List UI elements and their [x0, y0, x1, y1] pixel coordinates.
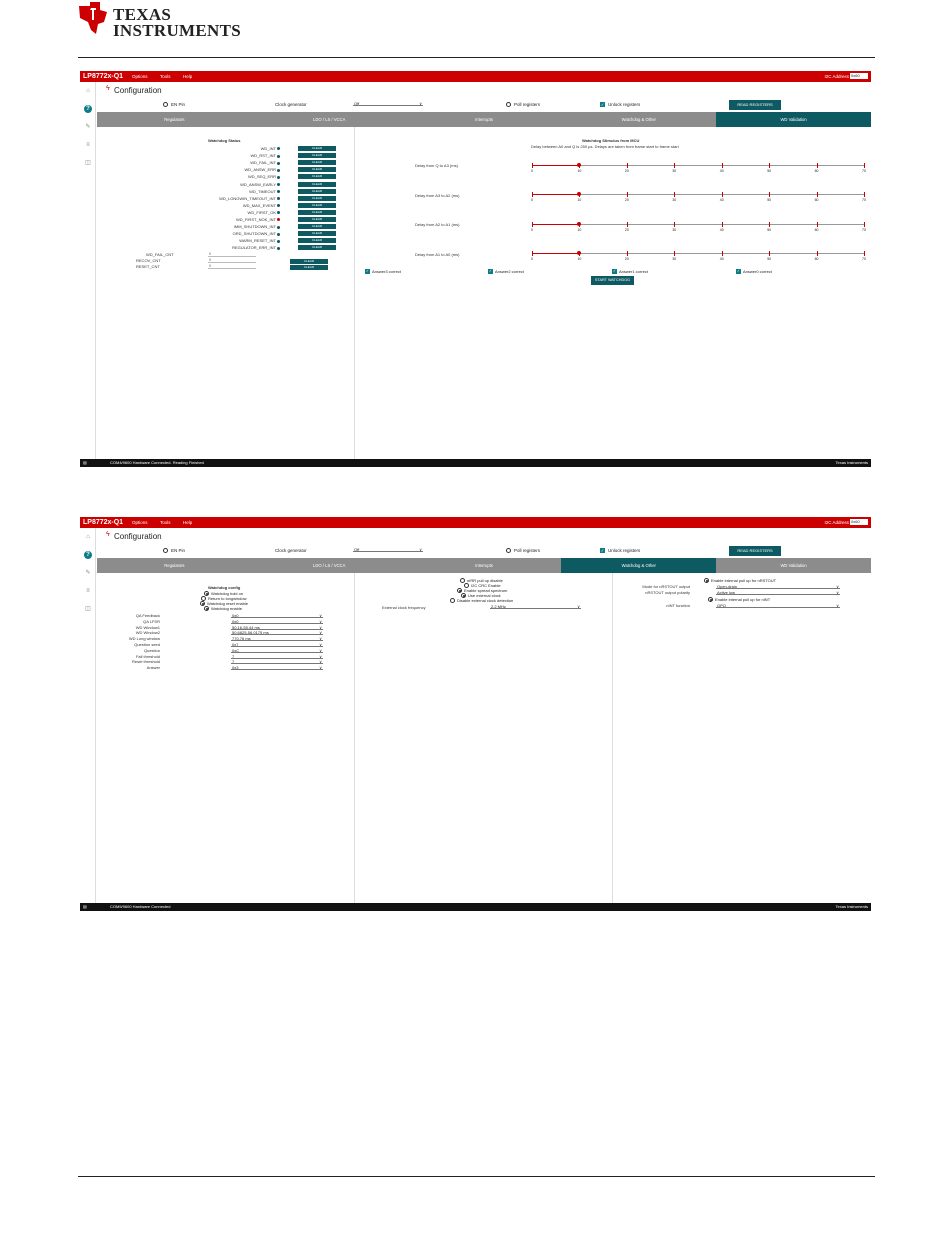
slider-track — [532, 165, 864, 166]
counter-label: WD_FAIL_CNT — [146, 252, 174, 257]
delay-slider[interactable] — [532, 163, 864, 175]
slider-track — [532, 253, 864, 254]
nrstout-polarity-label: nRSTOUT output polarity — [645, 590, 690, 595]
help-icon[interactable]: ? — [84, 551, 92, 559]
option-label: I2C CRC Enable — [471, 583, 501, 588]
menu-help[interactable]: Help — [183, 74, 193, 79]
wd-field-select[interactable]: 770.76 ms ∨ — [231, 636, 323, 641]
counter-value[interactable]: 0 — [208, 252, 256, 257]
slider-tick-label: 60 — [814, 227, 819, 232]
slider-knob[interactable] — [577, 251, 581, 255]
slider-tick-label: 30 — [672, 198, 677, 202]
poll-registers-radio[interactable] — [506, 548, 511, 553]
wd-flag-label — [180, 196, 280, 201]
slider-tick — [532, 163, 533, 168]
wd-field-label: Question — [143, 647, 160, 653]
clear-button[interactable]: CLEAR — [290, 265, 328, 270]
wd-flag-name: WD_FIRST_NOK_INT — [235, 217, 276, 222]
home-icon[interactable]: ⌂ — [86, 534, 90, 540]
option-radio[interactable] — [460, 578, 465, 583]
wd-flag-label — [180, 153, 280, 158]
slider-tick-label: 20 — [624, 198, 629, 202]
nint-pullup-label: Enable internal pull up for nINT — [715, 597, 771, 602]
status-led-icon — [277, 226, 280, 229]
wd-flag-label — [180, 203, 280, 208]
wd-status-title: Watchdog Status — [208, 138, 241, 143]
wd-field-select[interactable]: 0x3 ∨ — [231, 665, 323, 670]
wd-field-select[interactable]: 0x0 ∨ — [231, 619, 323, 624]
slider-tick — [674, 222, 675, 227]
slider-tick-label: 0 — [531, 227, 533, 232]
option-label: Return to longwindow — [208, 596, 247, 601]
option-label: Enable spread spectrum — [464, 588, 508, 593]
option-label: nIRR pull up disable — [467, 578, 503, 583]
slider-track — [532, 224, 864, 225]
screenshot-watchdog-other — [80, 517, 871, 911]
wd-flag-label — [180, 167, 280, 172]
checkbox-checked-icon[interactable]: ✓ — [489, 269, 492, 273]
clear-button[interactable]: CLEAR — [298, 167, 336, 172]
status-led-icon — [277, 162, 280, 165]
wd-field-select[interactable]: 50.16-55.44 ms ∨ — [231, 625, 323, 630]
unlock-registers-label: Unlock registers — [608, 102, 641, 107]
slider-tick — [627, 192, 628, 197]
slider-knob[interactable] — [577, 163, 581, 167]
slider-tick — [817, 163, 818, 168]
slider-tick — [674, 163, 675, 168]
slider-tick — [817, 222, 818, 227]
counter-label: RESET_CNT — [136, 264, 160, 269]
company-line2: INSTRUMENTS — [113, 21, 241, 40]
wd-flag-name: WD_SEQ_ERR — [247, 174, 276, 180]
wd-flag-label — [180, 182, 280, 187]
status-text: COM5/9600 Hardware Connected — [110, 904, 171, 909]
slider-tick — [864, 163, 865, 168]
delay-slider[interactable] — [532, 192, 864, 204]
clock-generator-select[interactable]: Off ∨ — [353, 101, 423, 106]
status-led-icon — [277, 247, 280, 250]
delay-label: Delay from A3 to A2 (ms) — [415, 192, 460, 198]
slider-tick-label: 30 — [672, 168, 677, 173]
tab-interrupts[interactable]: Interrupts — [407, 558, 562, 573]
i2c-address-select[interactable]: 0x60 — [850, 73, 868, 79]
slider-tick — [674, 192, 675, 197]
slider-tick — [769, 251, 770, 256]
start-watchdog-button[interactable]: START WATCHDOG — [591, 276, 634, 285]
slider-tick — [817, 192, 818, 197]
edit-icon[interactable]: ✎ — [85, 124, 91, 130]
footer-rule — [78, 1176, 875, 1177]
option-radio[interactable] — [457, 588, 462, 593]
slider-fill — [532, 253, 579, 254]
nrstout-mode-label: Mode for nRSTOUT output — [642, 584, 690, 589]
slider-tick — [722, 222, 723, 227]
wd-field-select[interactable]: 7 ∨ — [231, 659, 323, 664]
answer-label: Answer1 correct — [619, 269, 648, 274]
clear-button[interactable]: CLEAR — [298, 174, 336, 179]
page-title: Configuration — [114, 86, 162, 95]
option-label: Disable external clock detection — [457, 598, 514, 603]
delay-slider[interactable] — [532, 222, 864, 234]
slider-fill — [532, 165, 579, 166]
control-row — [97, 546, 871, 556]
wd-config-title: Watchdog config — [208, 585, 241, 590]
flash-icon: ϟ — [106, 531, 110, 538]
slider-tick-label: 40 — [719, 168, 724, 173]
panel-divider-1 — [354, 573, 355, 903]
delay-label: Delay from A1 to A0 (ms) — [415, 251, 460, 257]
slider-tick — [722, 163, 723, 168]
wd-flag-name: WD_ANSW_EARLY — [240, 181, 276, 187]
status-brand: Texas Instruments — [835, 460, 868, 465]
slider-tick-label: 60 — [814, 198, 819, 202]
app-title: LP8772x-Q1 — [83, 519, 124, 526]
menu-help[interactable]: Help — [183, 520, 193, 525]
app-titlebar — [80, 517, 871, 528]
slider-tick-label: 50 — [767, 198, 772, 202]
slider-tick-label: 10 — [577, 227, 582, 232]
wd-field-label: Fail threshold — [135, 653, 160, 659]
answer-label: Answer3 correct — [372, 269, 401, 274]
wd-flag-label — [180, 160, 280, 165]
page-title: Configuration — [114, 532, 162, 541]
tab-ldo[interactable]: LDO / LS / VCCA — [252, 558, 407, 573]
control-row — [97, 100, 871, 110]
slider-tick-label: 60 — [814, 168, 819, 173]
wd-flag-name: ORD_SHUTDOWN_INT — [232, 231, 276, 237]
clear-button[interactable]: CLEAR — [298, 182, 336, 187]
tab-watchdog-other[interactable]: Watchdog & Other — [561, 558, 716, 573]
wd-flag-label — [180, 146, 280, 151]
wd-field-select[interactable]: 50.6825-56.0175 ms ∨ — [231, 630, 323, 635]
clock-generator-label: Clock generator — [275, 102, 307, 107]
slider-tick — [769, 192, 770, 197]
nrstout-pullup-radio[interactable] — [704, 578, 709, 583]
slider-tick-label: 10 — [577, 198, 582, 202]
panel-divider-2 — [612, 573, 613, 903]
option-radio[interactable] — [450, 598, 455, 603]
slider-tick — [532, 251, 533, 256]
wd-flag-label — [180, 224, 280, 229]
status-led-icon — [277, 155, 280, 158]
option-label: Watchdog hold on — [211, 591, 244, 596]
nint-pullup-radio[interactable] — [708, 597, 713, 602]
option-label: Watchdog enable — [211, 606, 242, 611]
wd-flag-name: WD_INT — [260, 146, 276, 151]
slider-tick-label: 30 — [672, 257, 677, 261]
slider-fill — [532, 194, 579, 195]
usb-icon: ▤ — [83, 460, 87, 465]
counter-label: RECOV_CNT — [136, 258, 161, 263]
ext-clock-label: External clock frequency — [382, 605, 426, 610]
wd-field-select[interactable]: 0x7 ∨ — [231, 642, 323, 647]
slider-tick — [627, 251, 628, 256]
status-led-icon — [277, 176, 280, 179]
slider-tick-label: 70 — [862, 227, 866, 232]
company-line1: TEXAS — [113, 5, 172, 24]
poll-registers-label: Poll registers — [514, 548, 541, 553]
wd-flag-name: WD_FIRST_OK — [247, 209, 276, 215]
slider-tick-label: 20 — [624, 227, 629, 232]
stimulus-subtitle: Delay between A0 and Q is 250 µs. Delays are taken from frame start to frame start — [531, 144, 679, 149]
stimulus-title: Watchdog Stimulus from MCU — [582, 138, 640, 143]
wd-flag-label — [180, 245, 280, 250]
help-icon[interactable]: ? — [84, 105, 92, 113]
slider-tick-label: 40 — [719, 257, 724, 261]
wd-flag-name: WD_ANSW_ERR — [244, 167, 276, 173]
clear-button[interactable]: CLEAR — [298, 245, 336, 250]
slider-tick — [627, 163, 628, 168]
wd-flag-name: REGULATOR_ERR_INT — [232, 245, 276, 251]
i2c-address-label: I2C Address — [824, 520, 849, 525]
tab-ldo[interactable]: LDO / LS / VCCA — [252, 112, 407, 127]
en-pin-radio[interactable] — [163, 102, 168, 107]
counter-value[interactable]: 0 — [208, 264, 256, 269]
wd-flag-name: WD_FAIL_INT — [250, 160, 276, 166]
wd-field-label: Reset threshold — [131, 659, 160, 665]
slider-tick — [627, 222, 628, 227]
option-radio[interactable] — [200, 601, 205, 606]
slider-tick — [674, 251, 675, 256]
clear-button[interactable]: CLEAR — [298, 196, 336, 201]
checkbox-checked-icon[interactable]: ✓ — [366, 269, 369, 273]
slider-tick-label: 70 — [862, 168, 866, 173]
status-led-icon — [277, 197, 280, 200]
layers-icon[interactable]: ◫ — [85, 160, 91, 166]
slider-tick-label: 0 — [531, 168, 533, 173]
tab-bar — [97, 112, 871, 127]
tab-regulators[interactable]: Regulators — [97, 112, 252, 127]
clear-button[interactable]: CLEAR — [298, 224, 336, 229]
status-bar — [80, 903, 871, 911]
usb-icon: ▤ — [83, 904, 87, 909]
wd-field-label: QA LFSR — [143, 618, 160, 624]
slider-tick — [864, 251, 865, 256]
layers-icon[interactable]: ◫ — [85, 606, 91, 612]
list-icon[interactable]: ≡ — [86, 588, 90, 594]
slider-tick — [817, 251, 818, 256]
wd-flag-label — [180, 174, 280, 179]
checkbox-checked-icon[interactable]: ✓ — [737, 269, 740, 273]
slider-track — [532, 194, 864, 195]
nint-function-select[interactable]: GPO ∨ — [716, 603, 840, 608]
slider-tick — [722, 192, 723, 197]
clear-button[interactable]: CLEAR — [290, 259, 328, 264]
wd-field-select[interactable]: 7 ∨ — [231, 654, 323, 659]
clear-button[interactable]: CLEAR — [298, 203, 336, 208]
status-led-icon — [277, 218, 280, 221]
slider-tick — [532, 192, 533, 197]
clear-button[interactable]: CLEAR — [298, 231, 336, 236]
status-led-icon — [277, 204, 280, 207]
counter-value[interactable]: 0 — [208, 258, 256, 263]
answer-label: Answer0 correct — [743, 269, 772, 274]
slider-tick — [769, 222, 770, 227]
slider-tick-label: 40 — [719, 227, 724, 232]
wd-field-select[interactable]: 0xC ∨ — [231, 648, 323, 653]
slider-tick-label: 40 — [719, 198, 724, 202]
slider-tick-label: 20 — [624, 168, 629, 173]
clock-generator-label: Clock generator — [275, 548, 307, 553]
header-rule — [78, 57, 875, 58]
wd-flag-name: IMM_SHUTDOWN_INT — [233, 224, 276, 230]
tab-interrupts[interactable]: Interrupts — [407, 112, 562, 127]
slider-tick — [864, 222, 865, 227]
wd-flag-label — [180, 238, 280, 243]
clear-button[interactable]: CLEAR — [298, 210, 336, 215]
clear-button[interactable]: CLEAR — [298, 153, 336, 158]
wd-flag-name: WD_MAX_EVENT — [242, 202, 276, 208]
panel-divider — [354, 127, 355, 459]
nint-function-label: nINT function — [666, 603, 690, 608]
slider-knob[interactable] — [577, 222, 581, 226]
home-icon[interactable]: ⌂ — [86, 88, 90, 94]
wd-field-label: WD Long window — [128, 636, 160, 642]
wd-field-label: WD Window1 — [135, 624, 160, 630]
wd-flag-name: WARM_RESET_INT — [239, 238, 276, 244]
menu-options[interactable]: Options — [132, 74, 148, 79]
clear-button[interactable]: CLEAR — [298, 146, 336, 151]
wd-flag-label — [180, 189, 280, 194]
i2c-address-label: I2C Address — [824, 74, 849, 79]
menu-options[interactable]: Options — [132, 520, 148, 525]
status-led-icon — [277, 240, 280, 243]
left-nav — [80, 82, 96, 459]
answer-checkbox[interactable] — [612, 269, 702, 274]
wd-flag-label — [180, 210, 280, 215]
delay-label: Delay from A2 to A1 (ms) — [415, 222, 460, 227]
slider-tick-label: 30 — [672, 227, 677, 232]
slider-tick-label: 10 — [577, 257, 582, 261]
status-led-icon — [277, 233, 280, 236]
slider-tick-label: 20 — [624, 257, 629, 261]
answer-checkbox[interactable] — [365, 269, 455, 274]
slider-tick — [769, 163, 770, 168]
wd-field-label: WD Window2 — [135, 630, 160, 636]
slider-tick-label: 70 — [862, 257, 866, 261]
slider-tick — [532, 222, 533, 227]
read-registers-button[interactable]: READ REGISTERS — [729, 546, 781, 556]
checkbox-checked-icon[interactable]: ✓ — [613, 269, 616, 273]
option-radio[interactable] — [204, 606, 209, 611]
wd-flag-name: WD_RST_INT — [250, 153, 276, 159]
app-title: LP8772x-Q1 — [83, 73, 124, 80]
poll-registers-radio[interactable] — [506, 102, 511, 107]
clear-button[interactable]: CLEAR — [298, 160, 336, 165]
unlock-registers-label: Unlock registers — [608, 548, 641, 553]
clear-button[interactable]: CLEAR — [298, 189, 336, 194]
status-led-icon — [277, 169, 280, 172]
slider-tick-label: 70 — [862, 198, 866, 202]
flash-icon: ϟ — [106, 85, 110, 92]
slider-tick-label: 60 — [814, 257, 819, 261]
slider-knob[interactable] — [577, 192, 581, 196]
status-bar — [80, 459, 871, 467]
wd-field-label: Question seed — [134, 642, 160, 647]
app-titlebar — [80, 71, 871, 82]
wd-flag-label — [180, 217, 280, 222]
nrstout-mode-select[interactable]: Open-drain ∨ — [716, 584, 840, 589]
slider-tick-label: 10 — [577, 168, 582, 173]
screenshot-wd-validation — [80, 71, 871, 467]
tab-bar — [97, 558, 871, 573]
slider-tick-label: 0 — [531, 257, 533, 261]
status-led-icon — [277, 147, 280, 150]
ti-wordmark — [113, 7, 241, 39]
left-nav — [80, 528, 96, 903]
read-registers-button[interactable]: READ REGISTERS — [729, 100, 781, 110]
wd-flag-name: WD_LONGWIN_TIMEOUT_INT — [219, 195, 276, 201]
clear-button[interactable]: CLEAR — [298, 238, 336, 243]
slider-tick — [864, 192, 865, 197]
slider-tick — [722, 251, 723, 256]
clock-generator-select[interactable]: Off ∨ — [353, 547, 423, 552]
slider-tick-label: 0 — [531, 198, 533, 202]
wd-field-label: Answer — [146, 665, 160, 671]
tab-regulators[interactable]: Regulators — [97, 558, 252, 573]
list-icon[interactable]: ≡ — [86, 142, 90, 148]
slider-tick-label: 50 — [767, 168, 772, 173]
option-label: Use external clock — [468, 593, 501, 598]
tab-wd-validation[interactable]: WD Validation — [716, 112, 871, 127]
menu-tools[interactable]: Tools — [160, 520, 171, 525]
answer-label: Answer2 correct — [495, 269, 524, 274]
slider-tick-label: 50 — [767, 227, 772, 232]
tab-watchdog-other[interactable]: Watchdog & Other — [561, 112, 716, 127]
status-led-icon — [277, 211, 280, 214]
nrstout-polarity-select[interactable]: Active low ∨ — [716, 590, 840, 595]
tab-wd-validation[interactable]: WD Validation — [716, 558, 871, 573]
status-brand: Texas Instruments — [835, 904, 868, 909]
clear-button[interactable]: CLEAR — [298, 217, 336, 222]
status-text: COM4/9600 Hardware Connected. Reading Finished — [110, 460, 204, 465]
wd-field-label: QA Feedback — [135, 613, 160, 618]
wd-field-select[interactable]: 0x0 ∨ — [231, 613, 323, 618]
delay-slider[interactable] — [532, 251, 864, 263]
status-led-icon — [277, 183, 280, 186]
en-pin-radio[interactable] — [163, 548, 168, 553]
answer-checkbox[interactable] — [736, 269, 826, 274]
delay-label: Delay from Q to A3 (ms) — [415, 163, 458, 168]
slider-tick-label: 50 — [767, 257, 772, 261]
option-label: Watchdog reset enable — [207, 601, 248, 606]
en-pin-label: EN Pin — [171, 548, 186, 553]
wd-flag-label — [180, 231, 280, 236]
edit-icon[interactable]: ✎ — [85, 570, 91, 576]
ti-state-icon — [76, 0, 110, 36]
unlock-registers-checkbox[interactable]: ✓ — [600, 548, 605, 553]
status-led-icon — [277, 190, 280, 193]
nrstout-pullup-label: Enable internal pull up for nRSTOUT — [711, 578, 777, 583]
answer-checkbox[interactable] — [488, 269, 578, 274]
wd-flag-name: WD_TIMEOUT — [249, 188, 276, 194]
slider-fill — [532, 224, 579, 225]
i2c-address-select[interactable]: 0x60 — [850, 519, 868, 525]
poll-registers-label: Poll registers — [514, 102, 541, 107]
menu-tools[interactable]: Tools — [160, 74, 171, 79]
unlock-registers-checkbox[interactable]: ✓ — [600, 102, 605, 107]
en-pin-label: EN Pin — [171, 102, 186, 107]
ext-clock-select[interactable]: 2.2 MHz ∨ — [490, 604, 581, 609]
